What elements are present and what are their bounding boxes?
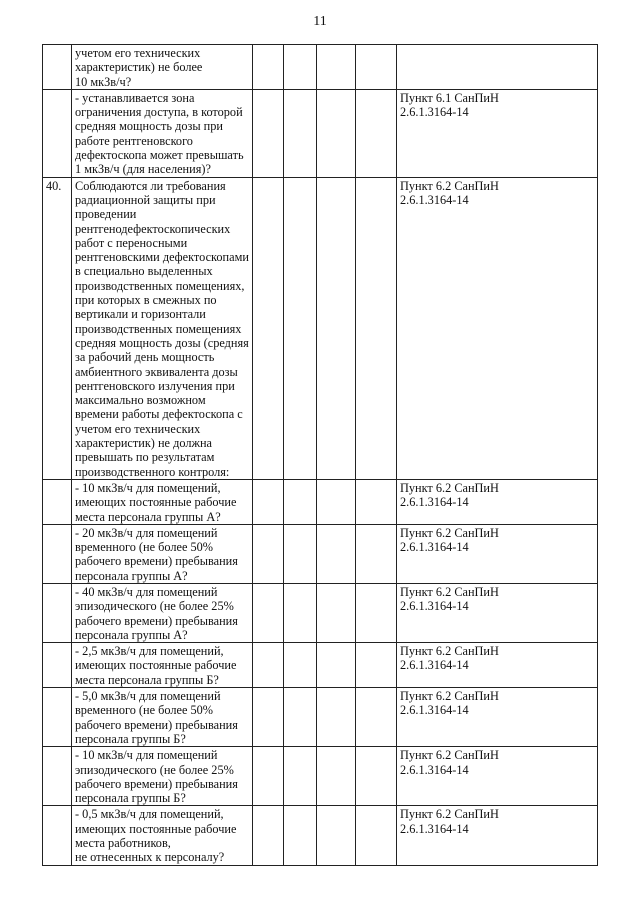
answer-cell <box>284 643 317 688</box>
row-number <box>43 747 72 806</box>
question-cell: - 10 мкЗв/ч для помещений, имеющих постоянные рабочие места персонала группы А? <box>72 479 253 524</box>
table-row <box>43 479 598 524</box>
answer-cell <box>284 177 317 479</box>
answer-cell <box>356 177 397 479</box>
answer-cell <box>253 806 284 865</box>
table-row <box>43 177 598 479</box>
question-cell: - 0,5 мкЗв/ч для помещений, имеющих постоянные рабочие места работников, не отнесенных к персоналу? <box>72 806 253 865</box>
row-number <box>43 583 72 642</box>
answer-cell <box>317 747 356 806</box>
answer-cell <box>253 479 284 524</box>
row-number: 40. <box>43 177 72 479</box>
row-number <box>43 45 72 90</box>
answer-cell <box>317 583 356 642</box>
answer-cell <box>253 524 284 583</box>
reference-cell: Пункт 6.2 СанПиН 2.6.1.3164-14 <box>397 583 598 642</box>
reference-cell: Пункт 6.1 СанПиН 2.6.1.3164-14 <box>397 89 598 177</box>
reference-cell: Пункт 6.2 СанПиН 2.6.1.3164-14 <box>397 643 598 688</box>
answer-cell <box>284 806 317 865</box>
question-cell: - устанавливается зона ограничения доступа, в которой средняя мощность дозы при работе рентгеновского дефектоскопа может превышать 1 мкЗв/ч (для населения)? <box>72 89 253 177</box>
question-cell: - 20 мкЗв/ч для помещений временного (не более 50% рабочего времени) пребывания персонала группы А? <box>72 524 253 583</box>
table-row <box>43 806 598 865</box>
table-row <box>43 688 598 747</box>
row-number <box>43 806 72 865</box>
answer-cell <box>317 643 356 688</box>
row-number <box>43 479 72 524</box>
answer-cell <box>356 524 397 583</box>
answer-cell <box>317 688 356 747</box>
table-row <box>43 583 598 642</box>
table-row <box>43 89 598 177</box>
answer-cell <box>356 479 397 524</box>
answer-cell <box>317 89 356 177</box>
answer-cell <box>317 479 356 524</box>
row-number <box>43 524 72 583</box>
answer-cell <box>356 747 397 806</box>
row-number <box>43 89 72 177</box>
answer-cell <box>356 45 397 90</box>
answer-cell <box>356 688 397 747</box>
answer-cell <box>253 45 284 90</box>
checklist-table <box>42 44 598 866</box>
question-cell: - 5,0 мкЗв/ч для помещений временного (не более 50% рабочего времени) пребывания персонала группы Б? <box>72 688 253 747</box>
answer-cell <box>284 89 317 177</box>
question-cell: учетом его технических характеристик) не более 10 мкЗв/ч? <box>72 45 253 90</box>
answer-cell <box>284 747 317 806</box>
answer-cell <box>284 688 317 747</box>
question-cell: - 10 мкЗв/ч для помещений эпизодического (не более 25% рабочего времени) пребывания персонала группы Б? <box>72 747 253 806</box>
answer-cell <box>253 643 284 688</box>
reference-cell: Пункт 6.2 СанПиН 2.6.1.3164-14 <box>397 479 598 524</box>
reference-cell: Пункт 6.2 СанПиН 2.6.1.3164-14 <box>397 177 598 479</box>
answer-cell <box>253 583 284 642</box>
question-cell: - 40 мкЗв/ч для помещений эпизодического (не более 25% рабочего времени) пребывания персонала группы А? <box>72 583 253 642</box>
row-number <box>43 688 72 747</box>
answer-cell <box>284 524 317 583</box>
reference-cell: Пункт 6.2 СанПиН 2.6.1.3164-14 <box>397 524 598 583</box>
answer-cell <box>356 643 397 688</box>
answer-cell <box>317 45 356 90</box>
answer-cell <box>253 177 284 479</box>
answer-cell <box>317 524 356 583</box>
table-row <box>43 747 598 806</box>
answer-cell <box>356 89 397 177</box>
answer-cell <box>356 583 397 642</box>
row-number <box>43 643 72 688</box>
answer-cell <box>284 479 317 524</box>
answer-cell <box>284 45 317 90</box>
answer-cell <box>253 89 284 177</box>
page-number: 11 <box>313 14 327 29</box>
reference-cell: Пункт 6.2 СанПиН 2.6.1.3164-14 <box>397 806 598 865</box>
answer-cell <box>317 806 356 865</box>
table-row <box>43 643 598 688</box>
answer-cell <box>253 688 284 747</box>
table-row <box>43 45 598 90</box>
reference-cell <box>397 45 598 90</box>
table-row <box>43 524 598 583</box>
answer-cell <box>356 806 397 865</box>
answer-cell <box>317 177 356 479</box>
answer-cell <box>284 583 317 642</box>
answer-cell <box>253 747 284 806</box>
question-cell: Соблюдаются ли требования радиационной защиты при проведении рентгенодефектоскопических работ с переносными рентгеновскими дефектоскопами в специально выделенных производственных помещениях, при которых в смежных по вертикали и горизонтали производственных помещениях средняя мощность дозы (средняя за рабочий день мощность амбиентного эквивалента дозы рентгеновского излучения при максимально возможном времени работы дефектоскопа с учетом его технических характеристик) не должна превышать по результатам производственного контроля: <box>72 177 253 479</box>
reference-cell: Пункт 6.2 СанПиН 2.6.1.3164-14 <box>397 688 598 747</box>
question-cell: - 2,5 мкЗв/ч для помещений, имеющих постоянные рабочие места персонала группы Б? <box>72 643 253 688</box>
reference-cell: Пункт 6.2 СанПиН 2.6.1.3164-14 <box>397 747 598 806</box>
